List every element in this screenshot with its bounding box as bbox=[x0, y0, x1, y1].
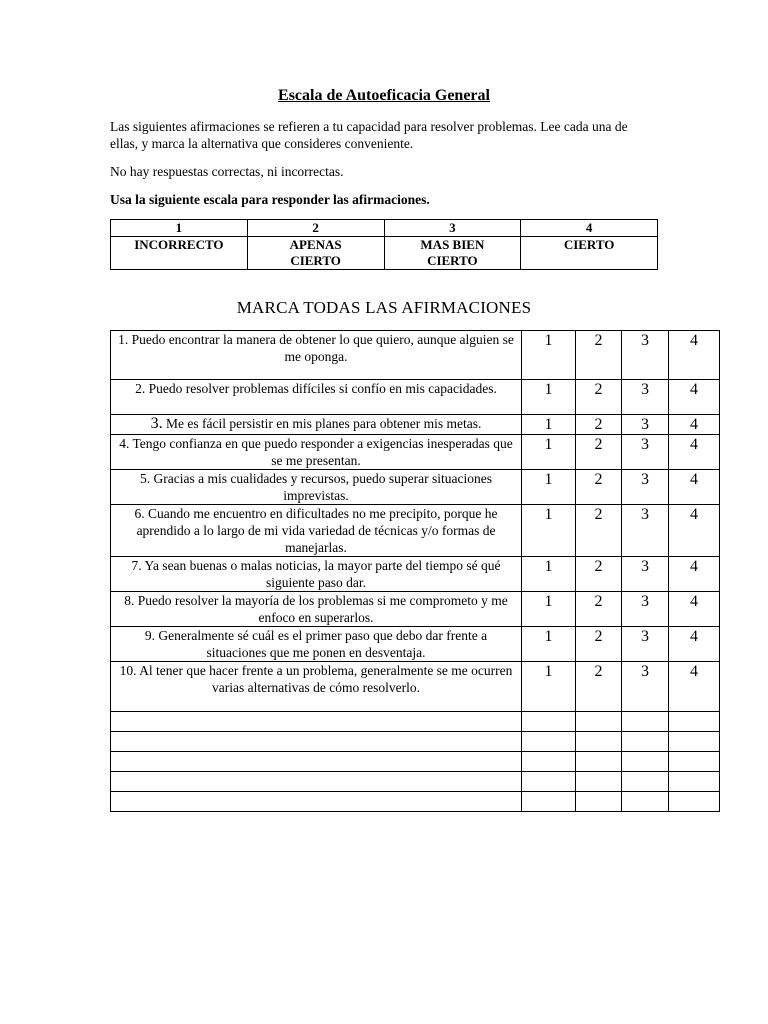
table-row bbox=[111, 380, 720, 415]
items-table bbox=[110, 330, 720, 812]
scale-number: 3 bbox=[384, 220, 521, 237]
rating-option-4[interactable]: 4 bbox=[669, 505, 720, 557]
rating-option-3[interactable]: 3 bbox=[622, 557, 669, 592]
rating-option-2[interactable]: 2 bbox=[576, 627, 622, 662]
empty-row bbox=[111, 732, 720, 752]
statement-cell bbox=[111, 415, 522, 435]
rating-option-1[interactable]: 1 bbox=[522, 662, 576, 712]
rating-option-2[interactable]: 2 bbox=[576, 331, 622, 380]
table-row bbox=[111, 505, 720, 557]
statement-text: 9. Generalmente sé cuál es el primer paso que debo dar frente a situaciones que me ponen en desventaja. bbox=[144, 628, 488, 660]
table-row bbox=[111, 470, 720, 505]
empty-cell bbox=[576, 712, 622, 732]
statement-text: Me es fácil persistir en mis planes para obtener mis metas. bbox=[162, 416, 482, 431]
scale-number: 4 bbox=[521, 220, 658, 237]
rating-option-3[interactable]: 3 bbox=[622, 592, 669, 627]
rating-option-4[interactable]: 4 bbox=[669, 435, 720, 470]
rating-option-3[interactable]: 3 bbox=[622, 662, 669, 712]
rating-option-4[interactable]: 4 bbox=[669, 331, 720, 380]
scale-label: APENAS CIERTO bbox=[247, 237, 384, 270]
empty-cell bbox=[576, 772, 622, 792]
no-right-answers-note: No hay respuestas correctas, ni incorrectas. bbox=[110, 164, 344, 179]
empty-cell bbox=[522, 732, 576, 752]
table-row bbox=[111, 662, 720, 712]
scale-legend-table bbox=[110, 219, 658, 270]
rating-option-3[interactable]: 3 bbox=[622, 470, 669, 505]
empty-cell bbox=[522, 712, 576, 732]
rating-option-4[interactable]: 4 bbox=[669, 380, 720, 415]
empty-cell bbox=[576, 732, 622, 752]
rating-option-4[interactable]: 4 bbox=[669, 557, 720, 592]
empty-cell bbox=[576, 752, 622, 772]
statement-cell bbox=[111, 470, 522, 505]
intro-paragraph: Las siguientes afirmaciones se refieren a tu capacidad para resolver problemas. Lee cada una de ellas, y marca la alternativa que consideres conveniente. bbox=[110, 119, 628, 151]
empty-cell bbox=[576, 792, 622, 812]
empty-cell bbox=[669, 752, 720, 772]
statement-cell bbox=[111, 662, 522, 712]
section-heading: MARCA TODAS LAS AFIRMACIONES bbox=[236, 298, 532, 317]
rating-option-2[interactable]: 2 bbox=[576, 662, 622, 712]
rating-option-1[interactable]: 1 bbox=[522, 331, 576, 380]
empty-cell bbox=[669, 732, 720, 752]
rating-option-2[interactable]: 2 bbox=[576, 557, 622, 592]
statement-text: 2. Puedo resolver problemas difíciles si confío en mis capacidades. bbox=[135, 381, 497, 396]
table-row bbox=[111, 331, 720, 380]
rating-option-3[interactable]: 3 bbox=[622, 415, 669, 435]
scale-number: 1 bbox=[111, 220, 248, 237]
rating-option-3[interactable]: 3 bbox=[622, 435, 669, 470]
statement-cell bbox=[111, 331, 522, 380]
rating-option-4[interactable]: 4 bbox=[669, 592, 720, 627]
rating-option-1[interactable]: 1 bbox=[522, 505, 576, 557]
statement-text: 1. Puedo encontrar la manera de obtener lo que quiero, aunque alguien se me oponga. bbox=[118, 332, 514, 364]
rating-option-3[interactable]: 3 bbox=[622, 627, 669, 662]
rating-option-4[interactable]: 4 bbox=[669, 662, 720, 712]
scale-label: INCORRECTO bbox=[111, 237, 248, 270]
empty-row bbox=[111, 712, 720, 732]
table-row bbox=[111, 435, 720, 470]
empty-cell bbox=[111, 752, 522, 772]
rating-option-1[interactable]: 1 bbox=[522, 415, 576, 435]
statement-text: 5. Gracias a mis cualidades y recursos, puedo superar situaciones imprevistas. bbox=[139, 471, 492, 503]
rating-option-2[interactable]: 2 bbox=[576, 415, 622, 435]
rating-option-1[interactable]: 1 bbox=[522, 592, 576, 627]
statement-text: 4. Tengo confianza en que puedo responder a exigencias inesperadas que se me presentan. bbox=[119, 436, 513, 468]
items-table-body bbox=[111, 331, 720, 812]
empty-cell bbox=[522, 752, 576, 772]
empty-row bbox=[111, 792, 720, 812]
statement-text: 8. Puedo resolver la mayoría de los problemas si me comprometo y me enfoco en superarlos. bbox=[124, 593, 508, 625]
statement-text: 6. Cuando me encuentro en dificultades no me precipito, porque he aprendido a lo largo de mi vida variedad de técnicas y/o formas de manejarlas. bbox=[134, 506, 498, 555]
rating-option-2[interactable]: 2 bbox=[576, 470, 622, 505]
empty-cell bbox=[111, 772, 522, 792]
rating-option-3[interactable]: 3 bbox=[622, 505, 669, 557]
table-row bbox=[111, 592, 720, 627]
empty-cell bbox=[622, 772, 669, 792]
table-row bbox=[111, 557, 720, 592]
table-row bbox=[111, 415, 720, 435]
rating-option-2[interactable]: 2 bbox=[576, 505, 622, 557]
empty-cell bbox=[111, 712, 522, 732]
statement-cell bbox=[111, 435, 522, 470]
empty-cell bbox=[622, 732, 669, 752]
scale-instruction: Usa la siguiente escala para responder las afirmaciones. bbox=[110, 192, 430, 207]
page-title: Escala de Autoeficacia General bbox=[278, 87, 490, 104]
rating-option-4[interactable]: 4 bbox=[669, 627, 720, 662]
rating-option-3[interactable]: 3 bbox=[622, 331, 669, 380]
statement-cell bbox=[111, 627, 522, 662]
empty-cell bbox=[111, 792, 522, 812]
scale-label: CIERTO bbox=[521, 237, 658, 270]
empty-cell bbox=[669, 792, 720, 812]
rating-option-1[interactable]: 1 bbox=[522, 470, 576, 505]
rating-option-3[interactable]: 3 bbox=[622, 380, 669, 415]
empty-cell bbox=[622, 712, 669, 732]
rating-option-2[interactable]: 2 bbox=[576, 435, 622, 470]
rating-option-2[interactable]: 2 bbox=[576, 592, 622, 627]
rating-option-1[interactable]: 1 bbox=[522, 627, 576, 662]
statement-cell bbox=[111, 592, 522, 627]
scale-number: 2 bbox=[247, 220, 384, 237]
rating-option-1[interactable]: 1 bbox=[522, 380, 576, 415]
statement-text: 10. Al tener que hacer frente a un problema, generalmente se me ocurren varias alternativas de cómo resolverlo. bbox=[119, 663, 513, 695]
statement-cell bbox=[111, 557, 522, 592]
statement-cell bbox=[111, 505, 522, 557]
statement-number: 3. bbox=[150, 415, 163, 432]
scale-label: MAS BIEN CIERTO bbox=[384, 237, 521, 270]
statement-text: 7. Ya sean buenas o malas noticias, la mayor parte del tiempo sé qué siguiente paso dar. bbox=[131, 558, 501, 590]
empty-row bbox=[111, 772, 720, 792]
table-row bbox=[111, 627, 720, 662]
empty-cell bbox=[622, 792, 669, 812]
empty-row bbox=[111, 752, 720, 772]
empty-cell bbox=[111, 732, 522, 752]
rating-option-1[interactable]: 1 bbox=[522, 435, 576, 470]
rating-option-1[interactable]: 1 bbox=[522, 557, 576, 592]
empty-cell bbox=[669, 712, 720, 732]
rating-option-4[interactable]: 4 bbox=[669, 415, 720, 435]
empty-cell bbox=[522, 772, 576, 792]
rating-option-4[interactable]: 4 bbox=[669, 470, 720, 505]
statement-cell bbox=[111, 380, 522, 415]
empty-cell bbox=[522, 792, 576, 812]
rating-option-2[interactable]: 2 bbox=[576, 380, 622, 415]
empty-cell bbox=[622, 752, 669, 772]
empty-cell bbox=[669, 772, 720, 792]
